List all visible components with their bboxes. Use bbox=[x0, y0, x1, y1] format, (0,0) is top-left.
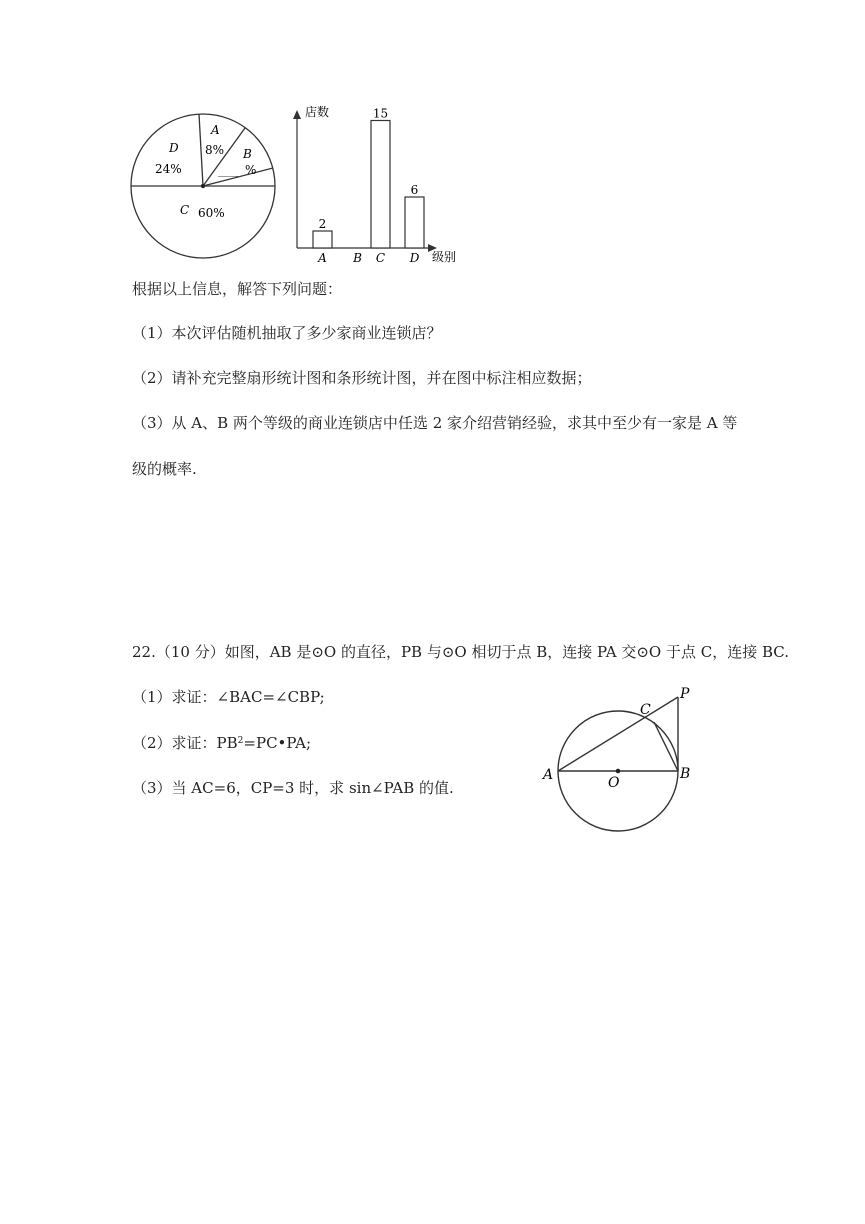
pie-label-a: A bbox=[211, 123, 220, 137]
y-axis-label: 店数 bbox=[305, 105, 330, 119]
pie-value-b: % bbox=[245, 163, 257, 177]
bar-c bbox=[371, 121, 390, 249]
q22-header: 22.（10 分）如图，AB 是⊙O 的直径，PB 与⊙O 相切于点 B，连接 PA 交⊙O 于点 C，连接 BC. bbox=[132, 643, 790, 661]
point-label-a: A bbox=[543, 767, 554, 783]
center-dot-o bbox=[616, 769, 621, 774]
bars bbox=[313, 107, 424, 266]
q21-part2: （2）请补充完整扇形统计图和条形统计图，并在图中标注相应数据； bbox=[132, 369, 592, 387]
q21-intro: 根据以上信息，解答下列问题： bbox=[132, 280, 343, 298]
pie-center-dot bbox=[201, 184, 205, 188]
circle-figure bbox=[535, 680, 705, 840]
bar-chart bbox=[285, 100, 465, 270]
q22-part2-post: =PC•PA; bbox=[243, 734, 311, 752]
q22-part1: （1）求证：∠BAC=∠CBP; bbox=[132, 688, 325, 706]
q22-part2-pre: （2）求证：PB bbox=[132, 734, 238, 752]
q22-part2-sup: 2 bbox=[237, 736, 244, 746]
x-axis-label: 级别 bbox=[432, 250, 457, 264]
q21-part3-line1: （3）从 A、B 两个等级的商业连锁店中任选 2 家介绍营销经验，求其中至少有一家是 A 等 bbox=[132, 414, 738, 432]
pie-chart bbox=[125, 110, 285, 270]
pie-divider-da bbox=[199, 114, 203, 186]
q22-part3: （3）当 AC=6，CP=3 时，求 sin∠PAB 的值. bbox=[132, 779, 454, 797]
x-tick-d: D bbox=[409, 251, 420, 265]
pie-value-c: 60% bbox=[198, 206, 225, 220]
bar-d bbox=[405, 197, 424, 248]
x-tick-c: C bbox=[375, 251, 386, 265]
y-axis-arrow bbox=[293, 110, 301, 119]
point-label-o: O bbox=[608, 775, 620, 791]
point-label-b: B bbox=[680, 766, 691, 782]
point-label-c: C bbox=[640, 702, 651, 718]
segment-bc bbox=[654, 722, 678, 771]
x-tick-b: B bbox=[353, 251, 362, 265]
pie-label-b: B bbox=[243, 147, 252, 161]
bar-value-d: 6 bbox=[410, 183, 419, 197]
pie-value-d: 24% bbox=[155, 162, 182, 176]
q21-part1: （1）本次评估随机抽取了多少家商业连锁店？ bbox=[132, 324, 442, 342]
q21-part3-line2: 级的概率. bbox=[132, 460, 197, 478]
pie-label-d: D bbox=[169, 141, 179, 155]
pie-label-c: C bbox=[180, 203, 190, 217]
bar-value-a: 2 bbox=[318, 217, 327, 231]
bar-value-c: 15 bbox=[372, 106, 389, 121]
q22-part2 bbox=[132, 733, 311, 753]
bar-a bbox=[313, 231, 332, 248]
point-label-p: P bbox=[680, 686, 690, 702]
pie-value-a: 8% bbox=[205, 143, 225, 157]
x-tick-a: A bbox=[318, 251, 327, 265]
pie-blank-b: ____ bbox=[218, 166, 238, 177]
